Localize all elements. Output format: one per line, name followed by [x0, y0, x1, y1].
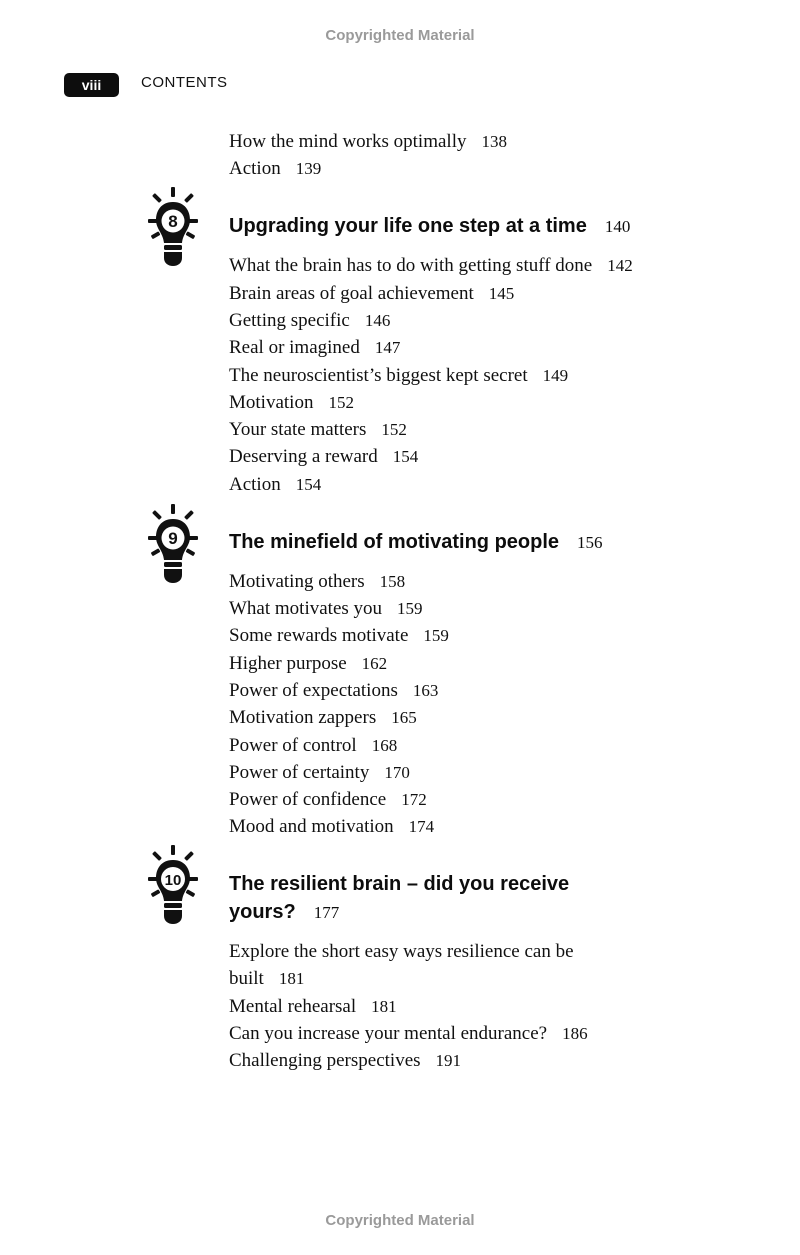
entry-title: Power of expectations — [229, 680, 398, 701]
entry-title: Challenging perspectives — [229, 1050, 421, 1071]
toc-entry — [229, 474, 321, 496]
entry-page: 152 — [381, 420, 407, 439]
entry-title: Motivating others — [229, 571, 365, 592]
chapter-heading — [229, 213, 630, 240]
toc-entry — [229, 707, 417, 729]
entry-title: Some rewards motivate — [229, 625, 409, 646]
entry-page: 142 — [607, 256, 633, 275]
entry-page: 191 — [435, 1051, 462, 1070]
entry-page: 181 — [278, 969, 305, 988]
entry-page: 154 — [392, 447, 419, 466]
entry-page: 162 — [361, 654, 388, 673]
entry-page: 186 — [562, 1024, 588, 1043]
page-number-tag: viii — [64, 73, 119, 97]
chapter-heading — [229, 871, 569, 898]
toc-entry — [229, 131, 507, 153]
copyright-watermark-top: Copyrighted Material — [325, 27, 475, 44]
entry-title: Explore the short easy ways resilience can be — [229, 941, 574, 962]
chapter-page: 140 — [604, 217, 631, 236]
entry-page: 172 — [401, 790, 427, 809]
toc-entry — [229, 365, 568, 387]
entry-title: Brain areas of goal achievement — [229, 283, 474, 304]
entry-page: 146 — [364, 311, 391, 330]
entry-title: Higher purpose — [229, 653, 347, 674]
entry-title: Motivation zappers — [229, 707, 377, 728]
entry-page: 159 — [397, 599, 423, 618]
toc-entry — [229, 310, 390, 332]
toc-entry — [229, 419, 407, 441]
toc-entry — [229, 392, 354, 414]
entry-page: 159 — [423, 626, 449, 645]
entry-page: 163 — [412, 681, 439, 700]
lightbulb-icon — [136, 187, 210, 271]
entry-title: What motivates you — [229, 598, 383, 619]
lightbulb-icon — [136, 845, 210, 929]
entry-page: 138 — [481, 132, 507, 151]
chapter-number: 10 — [164, 872, 182, 889]
entry-title: Real or imagined — [229, 337, 360, 358]
toc-entry — [229, 255, 633, 277]
entry-page: 149 — [542, 366, 569, 385]
toc-entry — [229, 789, 427, 811]
entry-title: Getting specific — [229, 310, 350, 331]
chapter-title: yours? — [229, 901, 296, 923]
toc-entry — [229, 598, 423, 620]
toc-entry — [229, 941, 574, 963]
chapter-heading — [229, 529, 603, 556]
chapter-title: Upgrading your life one step at a time — [229, 215, 587, 237]
toc-entry — [229, 571, 405, 593]
chapter-page: 156 — [577, 533, 603, 552]
toc-entry — [229, 680, 438, 702]
entry-title: Mood and motivation — [229, 816, 394, 837]
entry-page: 147 — [374, 338, 401, 357]
entry-title: How the mind works optimally — [229, 131, 467, 152]
toc-entry — [229, 1050, 461, 1072]
entry-title: Action — [229, 474, 281, 495]
entry-title: Action — [229, 158, 281, 179]
entry-title: What the brain has to do with getting stuff done — [229, 255, 593, 276]
entry-page: 158 — [379, 572, 406, 591]
entry-page: 152 — [328, 393, 354, 412]
entry-page: 139 — [295, 159, 322, 178]
toc-entry — [229, 283, 514, 305]
entry-title: Power of certainty — [229, 762, 370, 783]
toc-entry — [229, 816, 434, 838]
toc-entry — [229, 446, 418, 468]
entry-title: Can you increase your mental endurance? — [229, 1023, 548, 1044]
entry-page: 181 — [371, 997, 397, 1016]
toc-entry — [229, 625, 449, 647]
entry-page: 170 — [384, 763, 410, 782]
toc-entry — [229, 1023, 588, 1045]
chapter-number: 9 — [168, 529, 178, 548]
entry-page: 145 — [488, 284, 515, 303]
lightbulb-icon — [136, 504, 210, 588]
entry-title: The neuroscientist’s biggest kept secret — [229, 365, 528, 386]
entry-page: 168 — [371, 736, 398, 755]
toc-entry — [229, 337, 400, 359]
toc-entry — [229, 996, 397, 1018]
copyright-watermark-bottom: Copyrighted Material — [325, 1212, 475, 1229]
toc-entry — [229, 735, 397, 757]
running-head: CONTENTS — [141, 74, 228, 91]
entry-title: built — [229, 968, 264, 989]
toc-entry — [229, 762, 410, 784]
entry-page: 165 — [391, 708, 417, 727]
entry-page: 174 — [408, 817, 435, 836]
chapter-title: The resilient brain – did you receive — [229, 873, 570, 895]
toc-entry — [229, 653, 387, 675]
entry-title: Power of control — [229, 735, 357, 756]
chapter-page: 177 — [313, 903, 340, 922]
entry-title: Deserving a reward — [229, 446, 378, 467]
entry-title: Power of confidence — [229, 789, 387, 810]
entry-title: Motivation — [229, 392, 314, 413]
chapter-number: 8 — [168, 212, 178, 231]
entry-title: Mental rehearsal — [229, 996, 357, 1017]
entry-page: 154 — [295, 475, 322, 494]
chapter-heading-continued — [229, 899, 339, 926]
toc-entry-continued — [229, 968, 304, 990]
entry-title: Your state matters — [229, 419, 367, 440]
chapter-title: The minefield of motivating people — [229, 531, 560, 553]
toc-entry — [229, 158, 321, 180]
